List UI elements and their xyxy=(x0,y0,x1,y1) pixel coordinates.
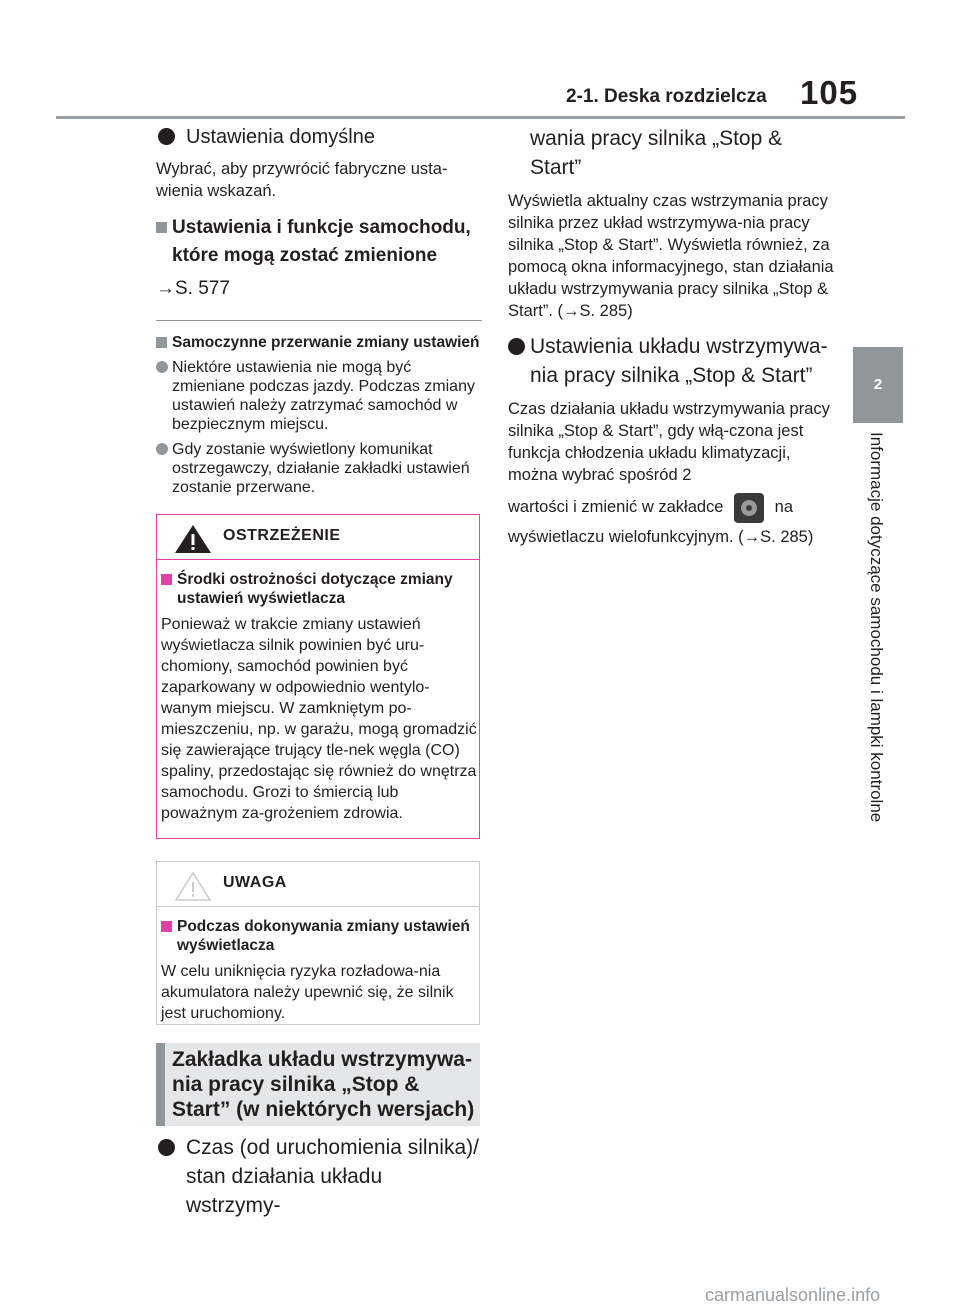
banner-title: Zakładka układu wstrzymywa-nia pracy silnika „Stop & Start” (w niektórych wersjach) xyxy=(172,1048,475,1121)
time-text: Wyświetla aktualny czas wstrzymania pracy silnika przez układ wstrzymywa-nia pracy silnika „Stop & Start”. Wyświetla również, za pomocą okna informacyjnego, stan działania układu wstrzymywania pracy silnika „Stop & Start”. (→S. 285) xyxy=(508,192,834,320)
notice-text: W celu uniknięcia ryzyka rozładowa-nia akumulatora należy upewnić się, że silnik jest uruchomiony. xyxy=(161,963,454,1022)
defaults-heading-text: Ustawienia domyślne xyxy=(186,126,375,148)
notice-title: UWAGA xyxy=(223,874,287,891)
square-bullet-icon xyxy=(156,222,167,233)
section-divider xyxy=(156,320,482,321)
settings-heading-text: Ustawienia układu wstrzymywa-nia pracy silnika „Stop & Start” xyxy=(530,335,828,387)
changeable-heading-text: Ustawienia i funkcje samochodu, które mogą zostać zmienione xyxy=(172,217,471,266)
section-banner xyxy=(156,1043,480,1126)
caution-triangle-icon xyxy=(173,870,213,902)
gear-icon xyxy=(734,493,764,523)
settings-text-end: wyświetlaczu wielofunkcyjnym. (→S. 285) xyxy=(508,528,814,546)
warning-heading xyxy=(161,570,479,608)
list-item xyxy=(156,440,482,497)
defaults-text: Wybrać, aby przywrócić fabryczne usta-wienia wskazań. xyxy=(156,160,448,200)
time-heading xyxy=(156,1133,482,1220)
banner-accent xyxy=(156,1043,165,1126)
changeable-heading xyxy=(156,214,482,270)
notice-heading-text: Podczas dokonywania zmiany ustawień wyświetlacza xyxy=(177,918,470,954)
time-heading-cont: wania pracy silnika „Stop & Start” xyxy=(530,127,783,179)
changeable-ref[interactable]: →S. 577 xyxy=(156,278,230,299)
warning-box xyxy=(156,514,480,839)
square-bullet-icon xyxy=(161,574,172,585)
list-item-text: Gdy zostanie wyświetlony komunikat ostrzegawczy, działanie zakładki ustawień zostanie przerwane. xyxy=(172,441,470,496)
page-number: 105 xyxy=(800,74,859,111)
settings-text-b: wartości i zmienić w zakładce xyxy=(508,498,724,516)
square-bullet-icon xyxy=(156,337,167,348)
bullet-icon xyxy=(508,338,525,355)
chapter-tab: 2 xyxy=(853,347,903,423)
settings-text-c: na xyxy=(774,498,794,516)
time-heading-text: Czas (od uruchomienia silnika)/ stan działania układu wstrzymy- xyxy=(186,1136,479,1217)
warning-text: Ponieważ w trakcie zmiany ustawień wyświetlacza silnik powinien być uru-chomiony, samochód powinien być zaparkowany w odpowiednio wentylo-wanym miejscu. W zamkniętym po-mieszczeniu, np. w garażu, mogą gromadzić się zawierające trujący tle-nek węgla (CO) spaliny, przedostając się również do wnętrza samochodu. Grozi to śmiercią lub poważnym za-grożeniem zdrowia. xyxy=(161,616,477,822)
right-column xyxy=(508,124,834,548)
notice-box-header xyxy=(157,862,479,907)
interrupt-heading-text: Samoczynne przerwanie zmiany ustawień xyxy=(172,334,480,351)
warning-triangle-icon xyxy=(173,523,213,555)
warning-title: OSTRZEŻENIE xyxy=(223,527,341,544)
chapter-label-container xyxy=(858,432,898,862)
settings-heading xyxy=(508,332,834,390)
warning-box-header xyxy=(157,515,479,560)
header-divider xyxy=(56,116,905,119)
list-item-text: Niektóre ustawienia nie mogą być zmieniane podczas jazdy. Podczas zmiany ustawień należy zatrzymać samochód w bezpiecznym miejscu. xyxy=(172,359,475,433)
settings-text-line xyxy=(508,490,834,524)
bullet-icon xyxy=(156,443,168,455)
left-column xyxy=(156,124,482,497)
settings-text: Czas działania układu wstrzymywania pracy silnika „Stop & Start”, gdy włą-czona jest funkcja chłodzenia układu klimatyzacji, można wybrać spośród 2 xyxy=(508,400,830,484)
warning-heading-text: Środki ostrożności dotyczące zmiany ustawień wyświetlacza xyxy=(177,571,453,607)
section-title: 2-1. Deska rozdzielcza xyxy=(566,86,767,107)
bullet-icon xyxy=(158,128,175,145)
square-bullet-icon xyxy=(161,921,172,932)
bullet-icon xyxy=(158,1139,175,1156)
chapter-label: Informacje dotyczące samochodu i lampki kontrolne xyxy=(867,432,886,823)
list-item xyxy=(156,358,482,434)
warning-box-body xyxy=(157,560,479,834)
notice-heading xyxy=(161,917,479,955)
notice-box-body xyxy=(157,907,479,1034)
defaults-heading xyxy=(156,124,482,150)
bullet-icon xyxy=(156,361,168,373)
notice-box xyxy=(156,861,480,1025)
time-heading-block xyxy=(156,1133,482,1220)
watermark: carmanualsonline.info xyxy=(705,1285,881,1305)
interrupt-heading xyxy=(156,333,482,352)
